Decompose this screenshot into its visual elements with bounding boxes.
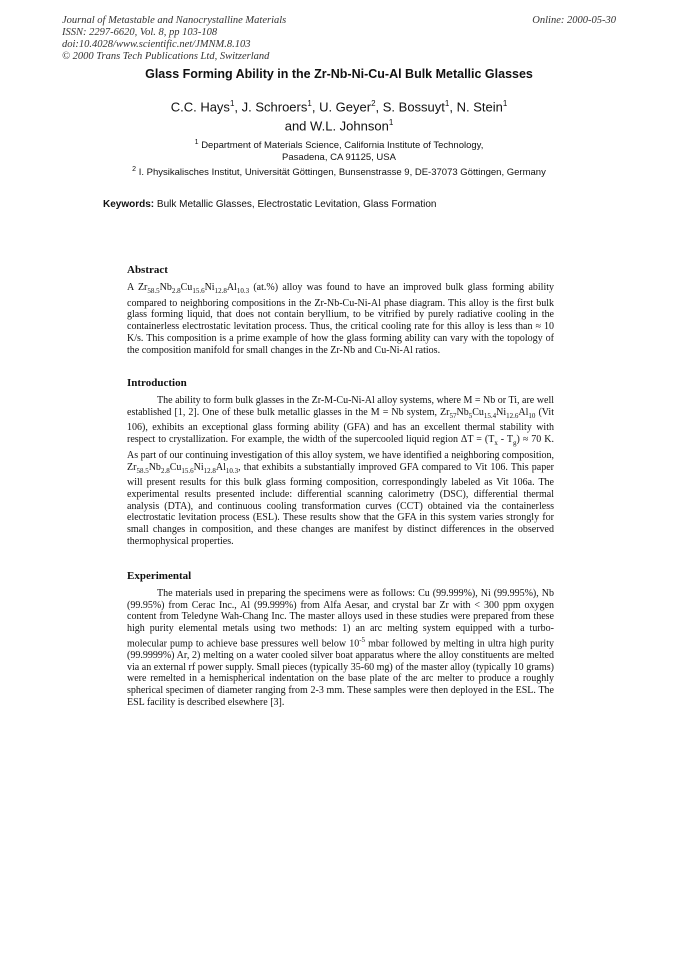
author-name: U. Geyer	[319, 99, 372, 115]
keywords-label: Keywords:	[103, 199, 155, 210]
journal-name: Journal of Metastable and Nanocrystalline Materials	[62, 15, 287, 26]
journal-doi[interactable]: doi:10.4028/www.scientific.net/JMNM.8.103	[62, 39, 251, 50]
author-affil-mark: 1	[444, 99, 450, 108]
author-affil-mark: 1	[388, 118, 394, 128]
online-date: Online: 2000-05-30	[532, 15, 616, 26]
author-name: N. Stein	[456, 99, 503, 115]
paper-title: Glass Forming Ability in the Zr-Nb-Ni-Cu-Al Bulk Metallic Glasses	[145, 67, 533, 81]
journal-metadata	[62, 15, 286, 63]
abstract-heading: Abstract	[127, 264, 168, 276]
author-conjunction: and	[284, 118, 307, 134]
author-name: S. Bossuyt	[382, 99, 445, 115]
author-affil-mark: 1	[229, 99, 235, 108]
journal-issn: ISSN: 2297-6620, Vol. 8, pp 103-108	[62, 27, 218, 38]
author-affil-mark: 1	[307, 99, 312, 108]
keywords-text: Bulk Metallic Glasses, Electrostatic Levitation, Glass Formation	[156, 199, 437, 210]
abstract-section	[127, 264, 554, 356]
affiliation-1-line1: Department of Materials Science, California Institute of Technology,	[201, 140, 484, 152]
author-name: W.L. Johnson	[310, 118, 389, 134]
author-list: C.C. Hays$^1$, J. Schroers$^1$, U. Geyer$^2$, S. Bossuyt$^1$, N. Stein$^1$ and W.L. Johnson$^1$	[170, 99, 508, 134]
author-name: C.C. Hays	[170, 99, 230, 115]
author-affil-mark: 2	[371, 99, 376, 108]
introduction-section	[127, 377, 554, 547]
experimental-body: The materials used in preparing the specimens were as follows: Cu (99.999%), Ni (99.995%), Nb (99.95%) from Cerac Inc., Al (99.999%) from Alfa Aesar, and crystal bar Zr with < 300 ppm oxygen content from Teledyne Wah-Chang Inc. The master alloys used in these studies were prepared from these high purity elemental metals using two methods: 1) an arc melting system equipped with a turbo-molecular pump to achieve base pressures well below $10^{-5}$ mbar followed by melting in ultra high purity (99.9999%) Ar, 2) melting on a water cooled silver boat apparatus where the alloy constituents are melted via an external rf power supply. Small pieces (typically 35-60 mg) of the master alloy (typically 10 grams) were remelted in a hemispherical indentation on the base plate of the arc melter to produce a roughly spherical specimen of diameter ranging from 2-3 mm. These samples were then deployed in the ESL. The ESL facility is described elsewhere [3].	[127, 588, 554, 708]
abstract-body: A $Zr_{58.5}Nb_{2.8}Cu_{15.6}Ni_{12.8}Al_{10.3}$ (at.%) alloy was found to have an improved bulk glass forming ability compared to neighboring compositions in the Zr-Nb-Cu-Ni-Al phase diagram. This alloy is the first bulk glass forming liquid, that does not contain beryllium, to be vitrified by purely radiative cooling in the containerless electrostatic levitation process. Thus, the critical cooling rate for this alloy is less than ≈ 10 K/s. This composition is a prime example of how the glass forming ability can vary with the topology of the composition manifold for small changes in the Zr-Nb and Cu-Ni-Al ratios.	[127, 282, 555, 356]
experimental-section	[127, 570, 554, 708]
affiliation-1-line2: Pasadena, CA 91125, USA	[282, 152, 396, 164]
experimental-heading: Experimental	[127, 570, 192, 582]
keywords	[103, 199, 436, 210]
author-name: J. Schroers	[241, 99, 308, 115]
introduction-body: The ability to form bulk glasses in the Zr-M-Cu-Ni-Al alloy systems, where M = Nb or Ti, are well established [1, 2]. One of these bulk metallic glasses in the M = Nb system, $Zr_{57}Nb_5Cu_{15.4}Ni_{12.6}Al_{10}$ (Vit 106), exhibits an exceptional glass forming ability (GFA) and has an excellent thermal stability with respect to crystallization. For example, the width of the supercooled liquid region $\Delta T = (T_x - T_g) \approx 70$ K. As part of our continuing investigation of this alloy system, we have identified a neighboring composition, $Zr_{58.5}Nb_{2.8}Cu_{15.6}Ni_{12.8}Al_{10.3}$, that exhibits a substantially improved GFA compared to Vit 106. This paper will present results for this bulk glass forming composition, correspondingly labeled as Vit 106a. The experimental results presented include: differential scanning calorimetry (DSC), differential thermal analysis (DTA), and continuous cooling transformation curves (CCT) obtained via the containerless electrostatic levitation process (ESL). These results show that the GFA in this system varies strongly for small changes in composition, and these changes are manifest by distinct differences in the observed thermophysical properties.	[127, 395, 554, 547]
author-affil-mark: 1	[502, 99, 508, 108]
introduction-heading: Introduction	[127, 377, 187, 389]
affiliation-mark: 1	[194, 139, 199, 146]
affiliation-2	[0, 164, 678, 179]
affiliation-mark: 2	[132, 166, 137, 173]
affiliation-1	[0, 137, 678, 164]
journal-copyright: © 2000 Trans Tech Publications Ltd, Switzerland	[62, 51, 270, 62]
affiliation-2-line: I. Physikalisches Institut, Universität Göttingen, Bunsenstrasse 9, DE-37073 Göttingen, Germany	[138, 167, 546, 179]
